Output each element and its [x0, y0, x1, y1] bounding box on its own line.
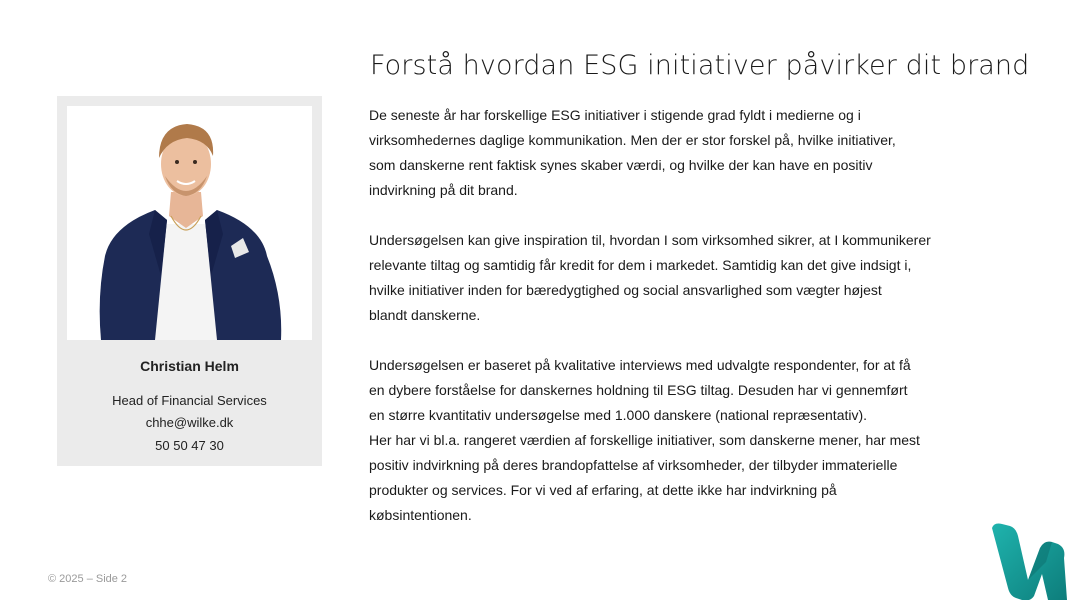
- text-line: købsintentionen.: [369, 507, 472, 523]
- page-title: Forstå hvordan ESG initiativer påvirker dit brand: [370, 50, 1030, 81]
- contact-name: Christian Helm: [140, 358, 239, 374]
- paragraph-method: [369, 353, 1009, 428]
- paragraph-intro: [369, 103, 1009, 203]
- text-line: Undersøgelsen er baseret på kvalitative interviews med udvalgte respondenter, for at få: [369, 357, 911, 373]
- text-line: en større kvantitativ undersøgelse med 1.000 danskere (national repræsentativ).: [369, 407, 868, 423]
- text-line: virksomhedernes daglige kommunikation. Men der er stor forskel på, hvilke initiativer,: [369, 132, 896, 148]
- person-portrait-image: [67, 106, 312, 340]
- wilke-logo-icon: [988, 522, 1067, 600]
- text-line: hvilke initiativer inden for bæredygtighed og social ansvarlighed som vægter højest: [369, 282, 882, 298]
- paragraph-ranking: [369, 428, 1009, 528]
- contact-phone[interactable]: 50 50 47 30: [155, 438, 224, 453]
- text-line: indvirkning på dit brand.: [369, 182, 518, 198]
- text-line: produkter og services. For vi ved af erfaring, at dette ikke har indvirkning på: [369, 482, 837, 498]
- contact-photo: [67, 106, 312, 340]
- text-line: relevante tiltag og samtidig får kredit for dem i markedet. Samtidig kan det give indsigt i,: [369, 257, 912, 273]
- text-line: Her har vi bl.a. rangeret værdien af forskellige initiativer, som danskerne mener, har mest: [369, 432, 920, 448]
- contact-role: Head of Financial Services: [112, 393, 267, 408]
- text-line: som danskerne rent faktisk synes skaber værdi, og hvilke der kan have en positiv: [369, 157, 873, 173]
- contact-email[interactable]: chhe@wilke.dk: [145, 415, 234, 430]
- paragraph-inspiration: [369, 228, 1009, 328]
- text-line: positiv indvirkning på deres brandopfattelse af virksomheder, der tilbyder immaterielle: [369, 457, 898, 473]
- text-line: Undersøgelsen kan give inspiration til, hvordan I som virksomhed sikrer, at I kommunikerer: [369, 232, 931, 248]
- text-line: en dybere forståelse for danskernes holdning til ESG tiltag. Desuden har vi gennemført: [369, 382, 908, 398]
- footer-page-number: © 2025 – Side 2: [48, 573, 128, 585]
- text-line: blandt danskerne.: [369, 307, 481, 323]
- body-text: [369, 103, 1009, 528]
- contact-card: [57, 96, 322, 466]
- text-line: De seneste år har forskellige ESG initiativer i stigende grad fyldt i medierne og i: [369, 107, 861, 123]
